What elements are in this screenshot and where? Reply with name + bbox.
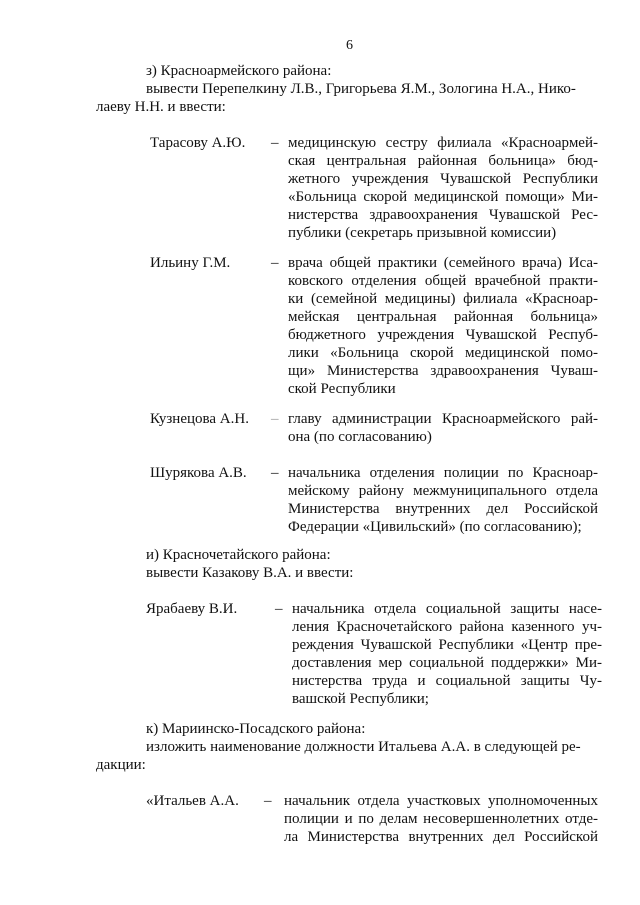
entry-description-line: мейская центральная районная больница» xyxy=(288,309,598,325)
entry-dash: – xyxy=(271,411,279,427)
entry-description-line: жетного учреждения Чувашской Республики xyxy=(288,171,598,187)
entry-description-line: публики (секретарь призывной комиссии) xyxy=(288,225,557,241)
entry-description-line: Министерства внутренних дел Российской xyxy=(288,501,598,517)
entry-name: «Итальев А.А. xyxy=(146,793,239,809)
section-i-heading: и) Красночетайского района: xyxy=(146,547,331,563)
entry-name: Тарасову А.Ю. xyxy=(150,135,246,151)
entry-description xyxy=(288,134,598,242)
section-k-heading: к) Мариинско-Посадского района: xyxy=(146,721,366,737)
section-z-heading: з) Красноармейского района: xyxy=(146,63,332,79)
entry-description-line: нистерства труда и социальной защиты Чу- xyxy=(292,673,602,689)
section-z-intro-line-1: вывести Перепелкину Л.В., Григорьева Я.М., Зологина Н.А., Нико- xyxy=(146,81,576,97)
entry-description-line: ковского отделения общей врачебной практи- xyxy=(288,273,598,289)
section-k-intro-line-2: дакции: xyxy=(96,757,146,773)
entry-description-line: ская центральная районная больница» бюд- xyxy=(288,153,598,169)
entry-description-line: медицинскую сестру филиала «Красноармей- xyxy=(288,135,598,151)
entry-description-line: начальника отдела социальной защиты насе- xyxy=(292,601,602,617)
entry-description xyxy=(288,410,598,446)
entry-dash: – xyxy=(275,601,283,617)
entry-description xyxy=(284,792,598,846)
entry-description-line: лики «Больница скорой медицинской помо- xyxy=(288,345,598,361)
entry-description-line: начальник отдела участковых уполномоченных xyxy=(284,793,598,809)
entry-description-line: врача общей практики (семейного врача) Иса- xyxy=(288,255,598,271)
page-number: 6 xyxy=(346,38,353,53)
entry-description-line: ления Красночетайского района казенного уч- xyxy=(292,619,602,635)
entry-description xyxy=(288,464,598,536)
entry-dash: – xyxy=(264,793,272,809)
entry-dash: – xyxy=(271,465,279,481)
entry-description xyxy=(292,600,602,708)
entry-description-line: мейскому району межмуниципального отдела xyxy=(288,483,598,499)
entry-description-line: Федерации «Цивильский» (по согласованию); xyxy=(288,519,582,535)
entry-name: Ильину Г.М. xyxy=(150,255,231,271)
entry-description-line: ской Республики xyxy=(288,381,396,397)
entry-description-line: реждения Чувашской Республики «Центр пре- xyxy=(292,637,602,653)
entry-description-line: ла Министерства внутренних дел Российской xyxy=(284,829,598,845)
entry-description-line: доставления мер социальной поддержки» Ми- xyxy=(292,655,602,671)
entry-description-line: начальника отделения полиции по Красноар- xyxy=(288,465,598,481)
entry-description-line: ки (семейной медицины) филиала «Красноар- xyxy=(288,291,598,307)
section-k-intro-line-1: изложить наименование должности Итальева А.А. в следующей ре- xyxy=(146,739,581,755)
entry-description-line: вашской Республики; xyxy=(292,691,429,707)
entry-description-line: она (по согласованию) xyxy=(288,429,432,445)
entry-name: Кузнецова А.Н. xyxy=(150,411,249,427)
entry-description-line: бюджетного учреждения Чувашской Респуб- xyxy=(288,327,598,343)
entry-name: Шурякова А.В. xyxy=(150,465,247,481)
entry-description-line: полиции и по делам несовершеннолетних отде- xyxy=(284,811,598,827)
entry-description-line: «Больница скорой медицинской помощи» Ми- xyxy=(288,189,598,205)
entry-description xyxy=(288,254,598,398)
section-i-intro-line-1: вывести Казакову В.А. и ввести: xyxy=(146,565,354,581)
section-z-intro-line-2: лаеву Н.Н. и ввести: xyxy=(96,99,226,115)
entry-name: Ярабаеву В.И. xyxy=(146,601,238,617)
entry-description-line: нистерства здравоохранения Чувашской Рес- xyxy=(288,207,598,223)
entry-dash: – xyxy=(271,255,279,271)
entry-description-line: щи» Министерства здравоохранения Чуваш- xyxy=(288,363,598,379)
entry-dash: – xyxy=(271,135,279,151)
entry-description-line: главу администрации Красноармейского рай- xyxy=(288,411,598,427)
